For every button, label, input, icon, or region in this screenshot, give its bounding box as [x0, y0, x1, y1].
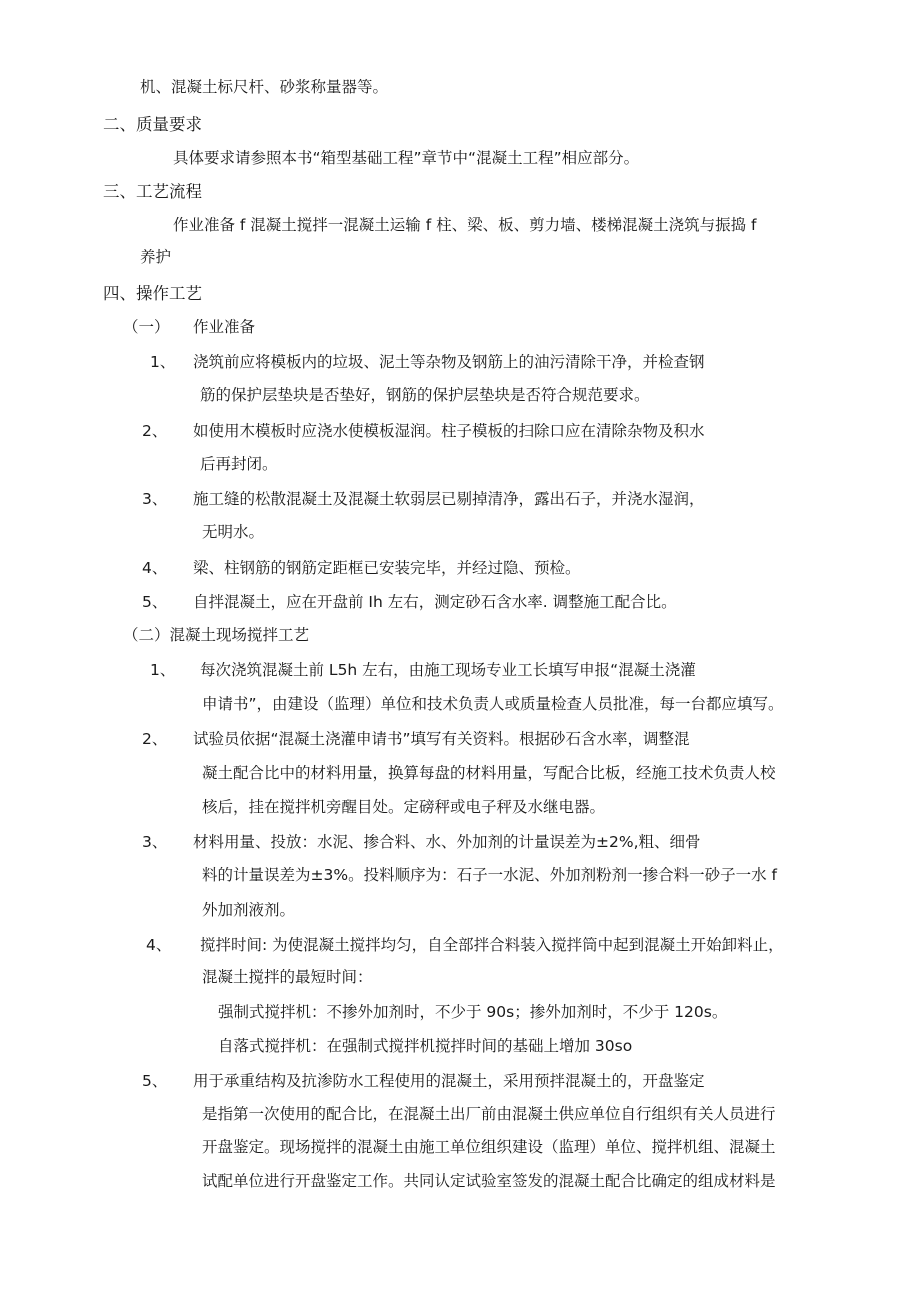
- text-line: 料的计量误差为±3%。投料顺序为：石子一水泥、外加剂粉剂一掺合料一砂子一水 f: [202, 866, 777, 884]
- item-number: 2、: [142, 422, 168, 440]
- text-line: 浇筑前应将模板内的垃圾、泥土等杂物及钢筋上的油污清除干净，并检查钢: [193, 353, 705, 371]
- section-heading-quality: 二、质量要求: [103, 115, 202, 134]
- item-number: 1、: [150, 353, 176, 371]
- text-line: 梁、柱钢筋的钢筋定距框已安装完毕，并经过隐、预检。: [193, 559, 581, 577]
- subsection-number: （一）: [123, 318, 170, 336]
- text-line: 核后，挂在搅拌机旁醒目处。定磅秤或电子秤及水继电器。: [202, 798, 606, 816]
- text-line: 搅拌时间: 为使混凝土搅拌均匀，自全部拌合料装入搅拌筒中起到混凝土开始卸料止，: [200, 936, 784, 954]
- subsection-title: 作业准备: [193, 318, 256, 336]
- section-heading-operation: 四、操作工艺: [103, 284, 202, 303]
- item-number: 3、: [142, 490, 168, 508]
- text-line: 强制式搅拌机：不掺外加剂时，不少于 90s；掺外加剂时，不少于 120s。: [218, 1003, 728, 1021]
- text-line: 后再封闭。: [200, 455, 278, 473]
- text-line: 机、混凝土标尺杆、砂浆称量器等。: [140, 78, 389, 96]
- text-line: 申请书”，由建设（监理）单位和技术负责人或质量检查人员批准，每一台都应填写。: [202, 695, 784, 713]
- text-line: 用于承重结构及抗渗防水工程使用的混凝土，采用预拌混凝土的，开盘鉴定: [193, 1072, 705, 1090]
- text-line: 是指第一次使用的配合比，在混凝土出厂前由混凝土供应单位自行组织有关人员进行: [202, 1105, 776, 1123]
- text-line: 材料用量、投放：水泥、掺合料、水、外加剂的计量误差为±2%,粗、细骨: [193, 833, 701, 851]
- item-number: 1、: [150, 661, 176, 679]
- item-number: 2、: [142, 730, 168, 748]
- text-line: 试验员依据“混凝土浇灌申请书”填写有关资料。根据砂石含水率，调整混: [193, 730, 690, 748]
- item-number: 5、: [142, 1072, 168, 1090]
- section-heading-process: 三、工艺流程: [103, 182, 202, 201]
- text-line: 凝土配合比中的材料用量，换算每盘的材料用量，写配合比板，经施工技术负责人校: [202, 764, 776, 782]
- text-line: 筋的保护层垫块是否垫好，钢筋的保护层垫块是否符合规范要求。: [200, 386, 650, 404]
- text-line: 每次浇筑混凝土前 L5h 左右，由施工现场专业工长填写申报“混凝土浇灌: [200, 661, 696, 679]
- item-number: 3、: [142, 833, 168, 851]
- text-line: 试配单位进行开盘鉴定工作。共同认定试验室签发的混凝土配合比确定的组成材料是: [202, 1172, 776, 1190]
- text-line: 作业准备 f 混凝土搅拌一混凝土运输 f 柱、梁、板、剪力墙、楼梯混凝土浇筑与振捣 f: [173, 216, 757, 234]
- item-number: 5、: [142, 593, 168, 611]
- item-number: 4、: [146, 936, 172, 954]
- text-line: 开盘鉴定。现场搅拌的混凝土由施工单位组织建设（监理）单位、搅拌机组、混凝土: [202, 1138, 776, 1156]
- text-line: 自拌混凝土，应在开盘前 Ih 左右，测定砂石含水率. 调整施工配合比。: [193, 593, 677, 611]
- text-line: 混凝土搅拌的最短时间：: [202, 968, 373, 986]
- text-line: 自落式搅拌机：在强制式搅拌机搅拌时间的基础上增加 30so: [218, 1037, 633, 1055]
- text-line: 外加剂液剂。: [202, 901, 296, 919]
- subsection-heading: （二）混凝土现场搅拌工艺: [123, 626, 310, 644]
- text-line: 施工缝的松散混凝土及混凝土软弱层已剔掉清净，露出石子，并浇水湿润，: [193, 490, 705, 508]
- item-number: 4、: [142, 559, 168, 577]
- text-line: 具体要求请参照本书“箱型基础工程”章节中“混凝土工程”相应部分。: [173, 149, 640, 167]
- text-line: 如使用木模板时应浇水使模板湿润。柱子模板的扫除口应在清除杂物及积水: [193, 422, 705, 440]
- text-line: 无明水。: [202, 523, 265, 541]
- text-line: 养护: [140, 248, 172, 266]
